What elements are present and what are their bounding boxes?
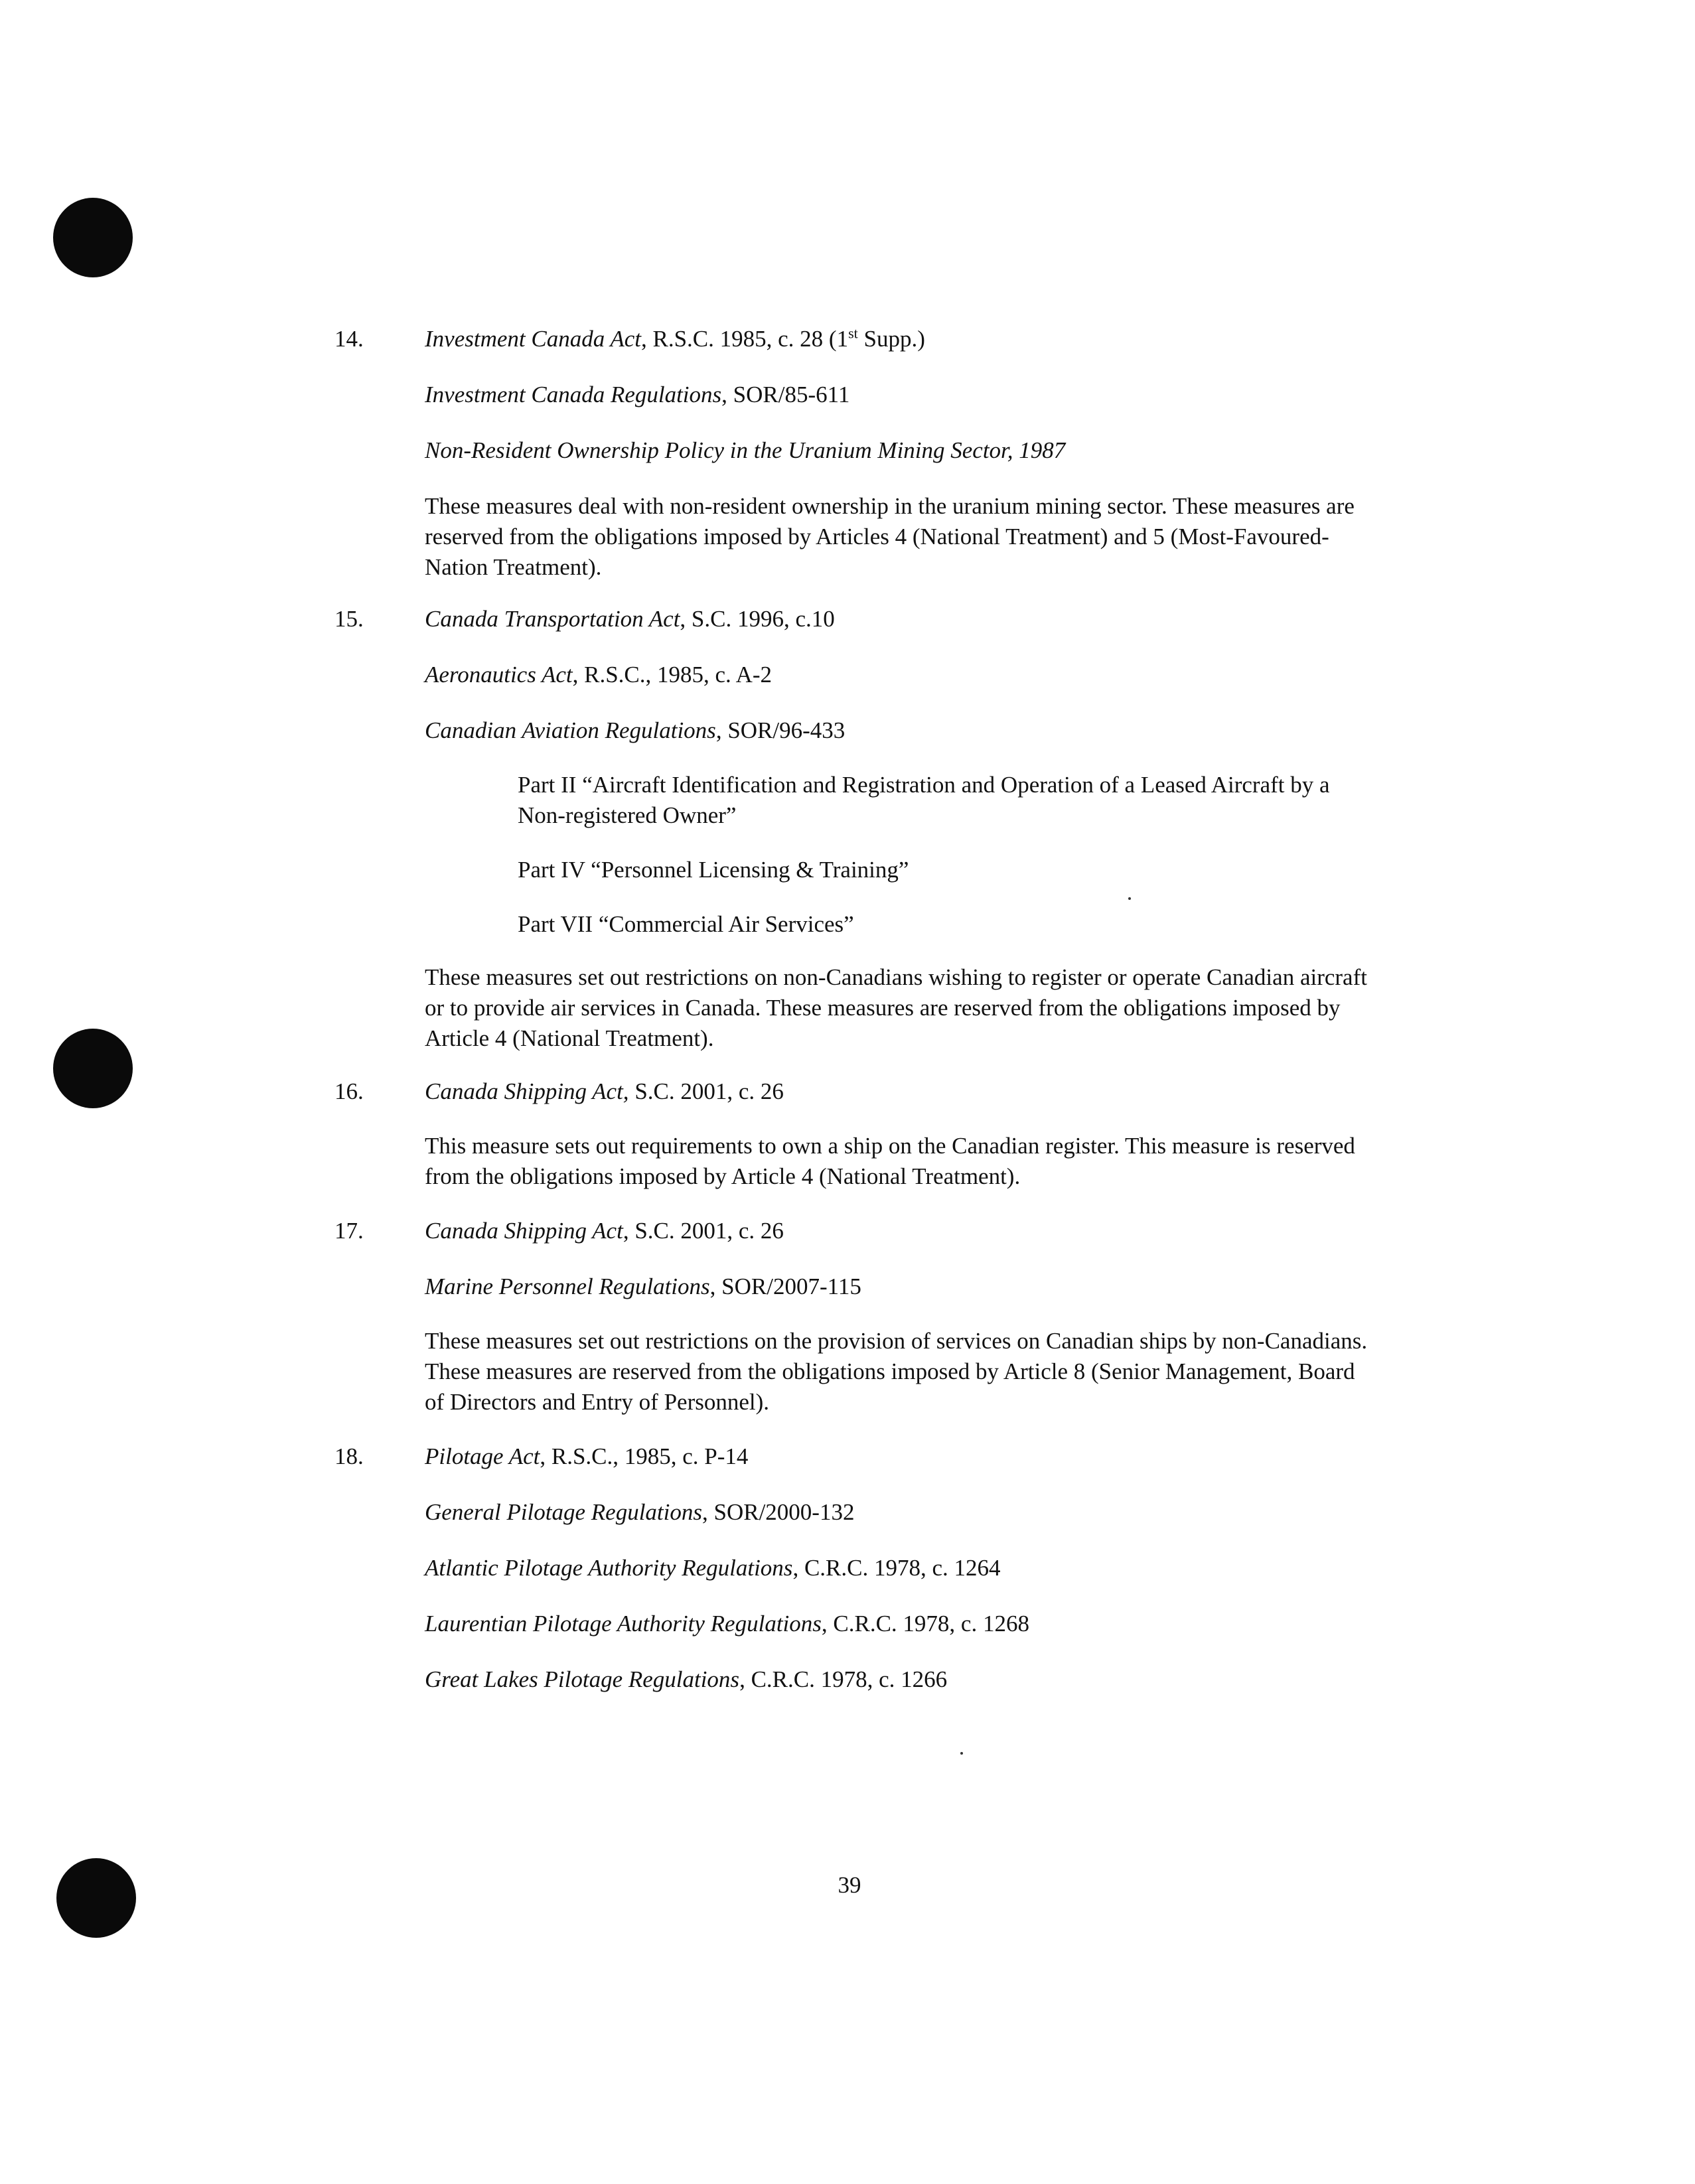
binder-hole-top [53,198,133,277]
page-number: 39 [838,1872,861,1898]
item-paragraph: These measures set out restrictions on non-Canadians wishing to register or operate Canadian aircraft or to provide air services in Canada. These measures are reserved from the obligations imposed by Article 4 (National Treatment). [425,964,1367,1051]
citation-title: General Pilotage Regulations [425,1499,702,1525]
citation [425,1497,854,1528]
citation-title: Investment Canada Act [425,326,641,352]
citation-ref: , SOR/96-433 [715,717,846,743]
item-number: 14. [334,326,364,352]
citation [425,1272,861,1302]
citation-ref: , SOR/85-611 [721,382,850,407]
citation-title: Pilotage Act [425,1443,540,1469]
citation-ref: Supp.) [857,326,925,352]
citation [425,1664,947,1695]
citation-title: Canada Shipping Act [425,1218,623,1244]
citation-ref: , R.S.C., 1985, c. A-2 [572,662,773,688]
citation [425,1553,1001,1583]
binder-hole-bottom [56,1858,136,1938]
scan-speck [1128,897,1131,900]
citation-ref: , C.R.C. 1978, c. 1266 [739,1666,948,1692]
item-paragraph: These measures set out restrictions on the provision of services on Canadian ships by non-Canadians. These measures are reserved from the obligations imposed by Article 8 (Senior Management, Board of Directors and Entry of Personnel). [425,1328,1368,1415]
item-number: 17. [334,1218,364,1244]
citation [425,1076,784,1107]
citation-ref: , S.C. 1996, c.10 [680,606,835,632]
citation-title: Atlantic Pilotage Authority Regulations [425,1555,793,1581]
citation [425,1216,784,1246]
citation-title: Marine Personnel Regulations [425,1274,710,1299]
citation [425,380,849,410]
citation-title: Canada Transportation Act [425,606,680,632]
citation-title: Non-Resident Ownership Policy in the Uranium Mining Sector, 1987 [425,437,1066,463]
citation [425,1441,748,1472]
scan-speck [960,1752,963,1755]
item-number: 18. [334,1443,364,1469]
citation-ref: , SOR/2007-115 [709,1274,861,1299]
item-paragraph: This measure sets out requirements to own a ship on the Canadian register. This measure is reserved from the obligations imposed by Article 4 (National Treatment). [425,1133,1355,1189]
citation-title: Aeronautics Act [425,662,573,688]
citation-title: Canada Shipping Act, [425,1078,629,1104]
citation [425,715,845,746]
item-number: 15. [334,606,364,632]
sub-part: Part IV “Personnel Licensing & Training” [518,857,909,883]
citation-title: Great Lakes Pilotage Regulations [425,1666,740,1692]
citation-ref: , S.C. 2001, c. 26 [623,1218,784,1244]
citation [425,435,1065,466]
citation-ref-sup: st [848,325,858,342]
sub-part: Part II “Aircraft Identification and Registration and Operation of a Leased Aircraft by a Non-registered Owner” [518,772,1330,828]
citation-ref: , R.S.C., 1985, c. P-14 [540,1443,749,1469]
citation [425,660,772,690]
citation-ref: , C.R.C. 1978, c. 1264 [792,1555,1001,1581]
citation-ref: , R.S.C. 1985, c. 28 (1 [640,326,849,352]
citation-title: Investment Canada Regulations [425,382,722,407]
citation [425,1609,1029,1639]
citation-ref: , C.R.C. 1978, c. 1268 [821,1611,1029,1637]
citation-ref: S.C. 2001, c. 26 [628,1078,784,1104]
citation-title: Canadian Aviation Regulations [425,717,716,743]
item-number: 16. [334,1078,364,1104]
sub-part: Part VII “Commercial Air Services” [518,911,854,937]
binder-hole-middle [53,1029,133,1108]
citation [425,604,835,634]
citation-title: Laurentian Pilotage Authority Regulations [425,1611,822,1637]
citation-ref: , SOR/2000-132 [701,1499,855,1525]
citation [425,324,925,354]
item-paragraph: These measures deal with non-resident ownership in the uranium mining sector. These measures are reserved from the obligations imposed by Articles 4 (National Treatment) and 5 (Most-Favoured-Nation Treatment). [425,493,1355,580]
